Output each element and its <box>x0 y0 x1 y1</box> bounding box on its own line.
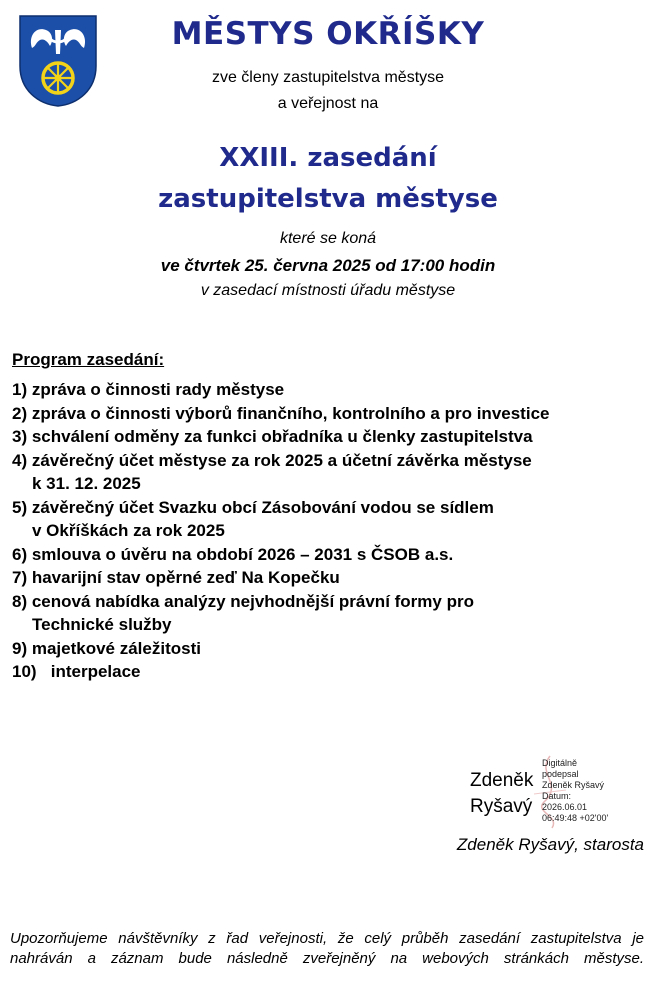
agenda-item-text: havarijní stav opěrné zeď Na Kopečku <box>31 568 340 587</box>
agenda-item-number: 3) <box>12 427 32 446</box>
signature-detail-line: Datum: <box>542 791 572 801</box>
agenda-item-number: 2) <box>12 403 32 423</box>
signer-name: Zdeněk Ryšavý, starosta <box>456 835 644 854</box>
agenda-item-number: 6) <box>12 544 32 564</box>
meeting-date-time: ve čtvrtek 25. června 2025 od 17:00 hodin <box>160 256 496 275</box>
agenda-item <box>12 402 652 426</box>
agenda-item <box>12 496 652 543</box>
signature-detail-line: 06:49:48 +02'00' <box>542 813 609 823</box>
agenda-item-text: zpráva o činnosti výborů finančního, kontrolního a pro investice <box>31 403 550 423</box>
municipality-title: MĚSTYS OKŘÍŠKY <box>171 16 485 52</box>
meeting-location: v zasedací místnosti úřadu městyse <box>200 282 456 299</box>
agenda-item-text: schválení odměny za funkci obřadníka u členky zastupitelstva <box>31 427 533 446</box>
agenda-item-text: majetkové záležitosti <box>31 638 201 658</box>
agenda-item-number: 9) <box>12 638 32 658</box>
agenda-item <box>12 637 652 661</box>
agenda-item-text: cenová nabídka analýzy nejvhodnější právní formy pro <box>31 591 474 611</box>
signature-detail-line: podepsal <box>542 769 579 779</box>
invitation-line-1: zve členy zastupitelstva městyse <box>211 69 445 86</box>
agenda-item <box>12 378 652 402</box>
agenda-item-continuation: k 31. 12. 2025 <box>32 474 141 493</box>
coat-of-arms-icon <box>18 14 98 108</box>
agenda-item-continuation: v Okříškách za rok 2025 <box>32 521 225 540</box>
meeting-heading-line-2: zastupitelstva městyse <box>158 184 498 214</box>
agenda-item-number: 8) <box>12 591 32 611</box>
agenda-item-text: závěrečný účet Svazku obcí Zásobování vodou se sídlem <box>31 497 494 517</box>
signature-first-name: Zdeněk <box>470 770 534 791</box>
agenda-item-number: 10) <box>12 662 51 681</box>
agenda-item-number: 1) <box>12 380 32 399</box>
meeting-heading-line-1: XXIII. zasedání <box>219 143 437 173</box>
signature-details <box>542 758 608 824</box>
digital-signature <box>470 758 650 838</box>
agenda-item-number: 5) <box>12 497 32 517</box>
agenda-item <box>12 425 652 449</box>
agenda-item-text: zpráva o činnosti rady městyse <box>31 380 285 399</box>
agenda-item <box>12 660 652 684</box>
invitation-line-2: a veřejnost na <box>277 95 379 112</box>
agenda-item <box>12 543 652 567</box>
agenda-item-number: 7) <box>12 568 32 587</box>
recording-notice: Upozorňujeme návštěvníky z řad veřejnosti, že celý průběh zasedání zastupitelstva je nahráván a záznam bude následně zveřejněný na webových stránkách městyse. <box>10 930 644 967</box>
agenda-item-text: interpelace <box>50 662 141 681</box>
agenda-item-continuation: Technické služby <box>32 615 172 634</box>
signature-last-name: Ryšavý <box>470 796 533 817</box>
agenda-item <box>12 566 652 590</box>
agenda-item-text: smlouva o úvěru na období 2026 – 2031 s ČSOB a.s. <box>31 544 454 564</box>
agenda-list <box>12 378 652 684</box>
program-title: Program zasedání: <box>12 350 165 369</box>
agenda-item <box>12 449 652 496</box>
agenda-item-text: závěrečný účet městyse za rok 2025 a účetní závěrka městyse <box>31 450 532 470</box>
signature-detail-line: Zdeněk Ryšavý <box>542 780 605 790</box>
agenda-item <box>12 590 652 637</box>
signature-detail-line: 2026.06.01 <box>542 802 588 812</box>
agenda-item-number: 4) <box>12 450 32 470</box>
meeting-info-line-1: které se koná <box>279 230 377 247</box>
signature-name <box>470 768 533 820</box>
signature-detail-line: Digitálně <box>542 758 578 768</box>
